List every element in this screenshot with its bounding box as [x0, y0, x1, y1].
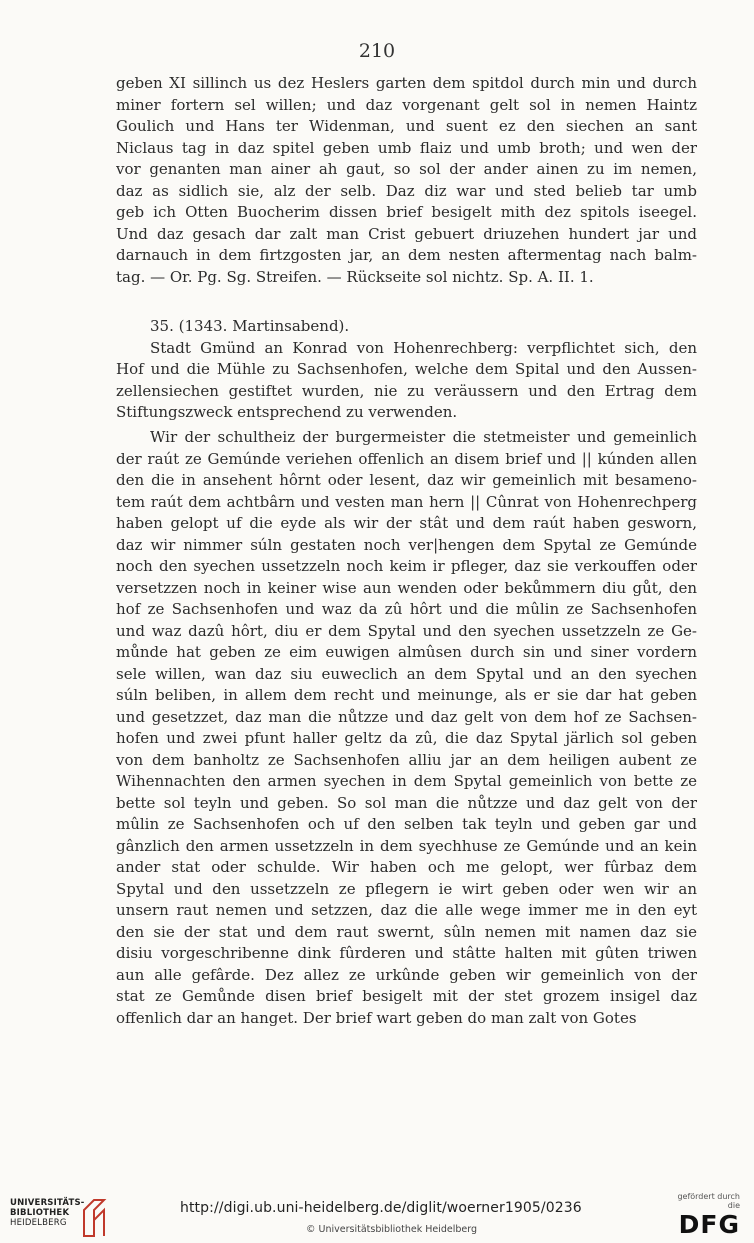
dfg-logo: DFG [678, 1210, 740, 1239]
text-line: aun alle gefârde. Dez allez ze urkûnde geben wir gemeinlich von der [116, 965, 697, 984]
text-line: Stadt Gmünd an Konrad von Hohenrechberg: verpflichtet sich, den [150, 338, 697, 357]
text-line: unsern raut nemen und setzzen, daz die alle wege immer me in den eyt [116, 901, 697, 919]
paragraph-2 [116, 427, 697, 1029]
text-line: vor genanten man ainer ah gaut, so sol der ander ainen zu im nemen, [116, 160, 697, 178]
text-line: geb ich Otten Buocherim dissen brief besigelt mith dez spitols iseegel. [116, 203, 697, 221]
logo-line: BIBLIOTHEK [10, 1208, 70, 1218]
paragraph-1 [116, 73, 697, 288]
text-line: und gesetzzet, daz man die nůtzze und daz gelt von dem hof ze Sachsen- [116, 707, 697, 726]
text-line: Wihennachten den armen syechen in dem Spytal gemeinlich von bette ze [116, 772, 697, 790]
text-line: der raút ze Gemúnde veriehen offenlich an disem brief und || kúnden allen [116, 449, 697, 468]
text-line: den sie der stat und dem raut swernt, sûln nemen mit namen daz sie [116, 922, 697, 941]
text-line: hofen und zwei pfunt haller geltz da zû, die daz Spytal järlich sol geben [116, 729, 697, 747]
text-line: disiu vorgeschribenne dink fûrderen und stâtte halten mit gûten triwen [116, 944, 697, 962]
text-line: miner fortern sel willen; und daz vorgenant gelt sol in nemen Haintz [116, 95, 697, 114]
library-emblem-icon [80, 1196, 110, 1238]
document-entry [116, 316, 697, 424]
text-line: tag. — Or. Pg. Sg. Streifen. — Rückseite sol nichtz. Sp. A. II. 1. [116, 267, 594, 286]
text-line: zellensiechen gestiftet wurden, nie zu veräussern und den Ertrag dem [116, 381, 697, 400]
text-line: hof ze Sachsenhofen und waz da zû hôrt und die mûlin ze Sachsenhofen [116, 600, 697, 618]
text-line: daz wir nimmer súln gestaten noch ver|hengen dem Spytal ze Gemúnde [116, 535, 697, 554]
page-footer [0, 1188, 754, 1243]
text-line: den die in ansehent hôrnt oder lesent, daz wir gemeinlich mit besameno- [116, 471, 697, 489]
text-line: offenlich dar an hanget. Der brief wart geben do man zalt von Gotes [116, 1008, 637, 1027]
text-line: bette sol teyln und geben. So sol man die nůtzze und daz gelt von der [116, 793, 697, 812]
text-line: Niclaus tag in daz spitel geben umb flaiz und umb broth; und wen der [116, 138, 697, 157]
logo-line: UNIVERSITÄTS- [10, 1198, 85, 1208]
text-line: súln beliben, in allem dem recht und meinunge, als er sie dar hat geben [116, 686, 697, 704]
dfg-funding [666, 1192, 740, 1240]
text-line: Wir der schultheiz der burgermeister die stetmeister und gemeinlich [150, 428, 697, 446]
text-line: Goulich und Hans ter Widenman, und suent ez den siechen an sant [116, 117, 697, 135]
text-line: tem raút dem achtbârn und vesten man hern || Cûnrat von Hohenrechperg [116, 492, 697, 511]
copyright-notice: © Universitätsbibliothek Heidelberg [306, 1224, 478, 1235]
source-url-link[interactable]: http://digi.ub.uni-heidelberg.de/diglit/woerner1905/0236 [180, 1200, 582, 1216]
library-logo [10, 1196, 110, 1236]
text-line: noch den syechen ussetzzeln noch keim ir pfleger, daz sie verkouffen oder [116, 557, 697, 575]
text-line: Stiftungszweck entsprechend zu verwenden. [116, 403, 458, 421]
text-line: sele willen, wan daz siu euweclich an dem Spytal und an den syechen [116, 664, 697, 683]
text-line: ander stat oder schulde. Wir haben och me gelopt, wer fûrbaz dem [116, 858, 697, 876]
text-line: geben XI sillinch us dez Heslers garten dem spitdol durch min und durch [116, 74, 697, 92]
funded-by-label: gefördert durch die [677, 1192, 740, 1210]
text-line: můnde hat geben ze eim euwigen almûsen durch sin und siner vordern [116, 643, 697, 661]
text-line: daz as sidlich sie, alz der selb. Daz diz war und sted belieb tar umb [116, 181, 697, 200]
text-line: Hof und die Mühle zu Sachsenhofen, welche dem Spital und den Aussen- [116, 360, 697, 378]
text-line: und waz dazû hôrt, diu er dem Spytal und den syechen ussetzzeln ze Ge- [116, 621, 697, 640]
text-line: versetzzen noch in keiner wise aun wenden oder bekůmmern diu gůt, den [116, 578, 697, 597]
entry-number: 35. [150, 317, 174, 335]
entry-heading [116, 316, 697, 338]
text-line: von dem banholtz ze Sachsenhofen alliu jar an dem heiligen aubent ze [116, 750, 697, 769]
text-line: Und daz gesach dar zalt man Crist gebuert driuzehen hundert jar und [116, 224, 697, 243]
text-line: gânzlich den armen ussetzzeln in dem syechhuse ze Gemúnde und an kein [116, 836, 697, 855]
page-number: 210 [358, 40, 396, 62]
logo-line: HEIDELBERG [10, 1218, 67, 1228]
text-line: stat ze Gemůnde disen brief besigelt mit der stet grozem insigel daz [116, 987, 697, 1005]
text-line: darnauch in dem firtzgosten jar, an dem nesten aftermentag nach balm- [116, 246, 697, 264]
text-line: mûlin ze Sachsenhofen och uf den selben tak teyln und geben gar und [116, 815, 697, 833]
text-line: haben gelopt uf die eyde als wir der stât und dem raút haben gesworn, [116, 514, 697, 532]
text-line: Spytal und den ussetzzeln ze pflegern ie wirt geben oder wen wir an [116, 879, 697, 898]
entry-date: (1343. Martinsabend). [178, 317, 350, 335]
entry-summary [116, 338, 697, 424]
